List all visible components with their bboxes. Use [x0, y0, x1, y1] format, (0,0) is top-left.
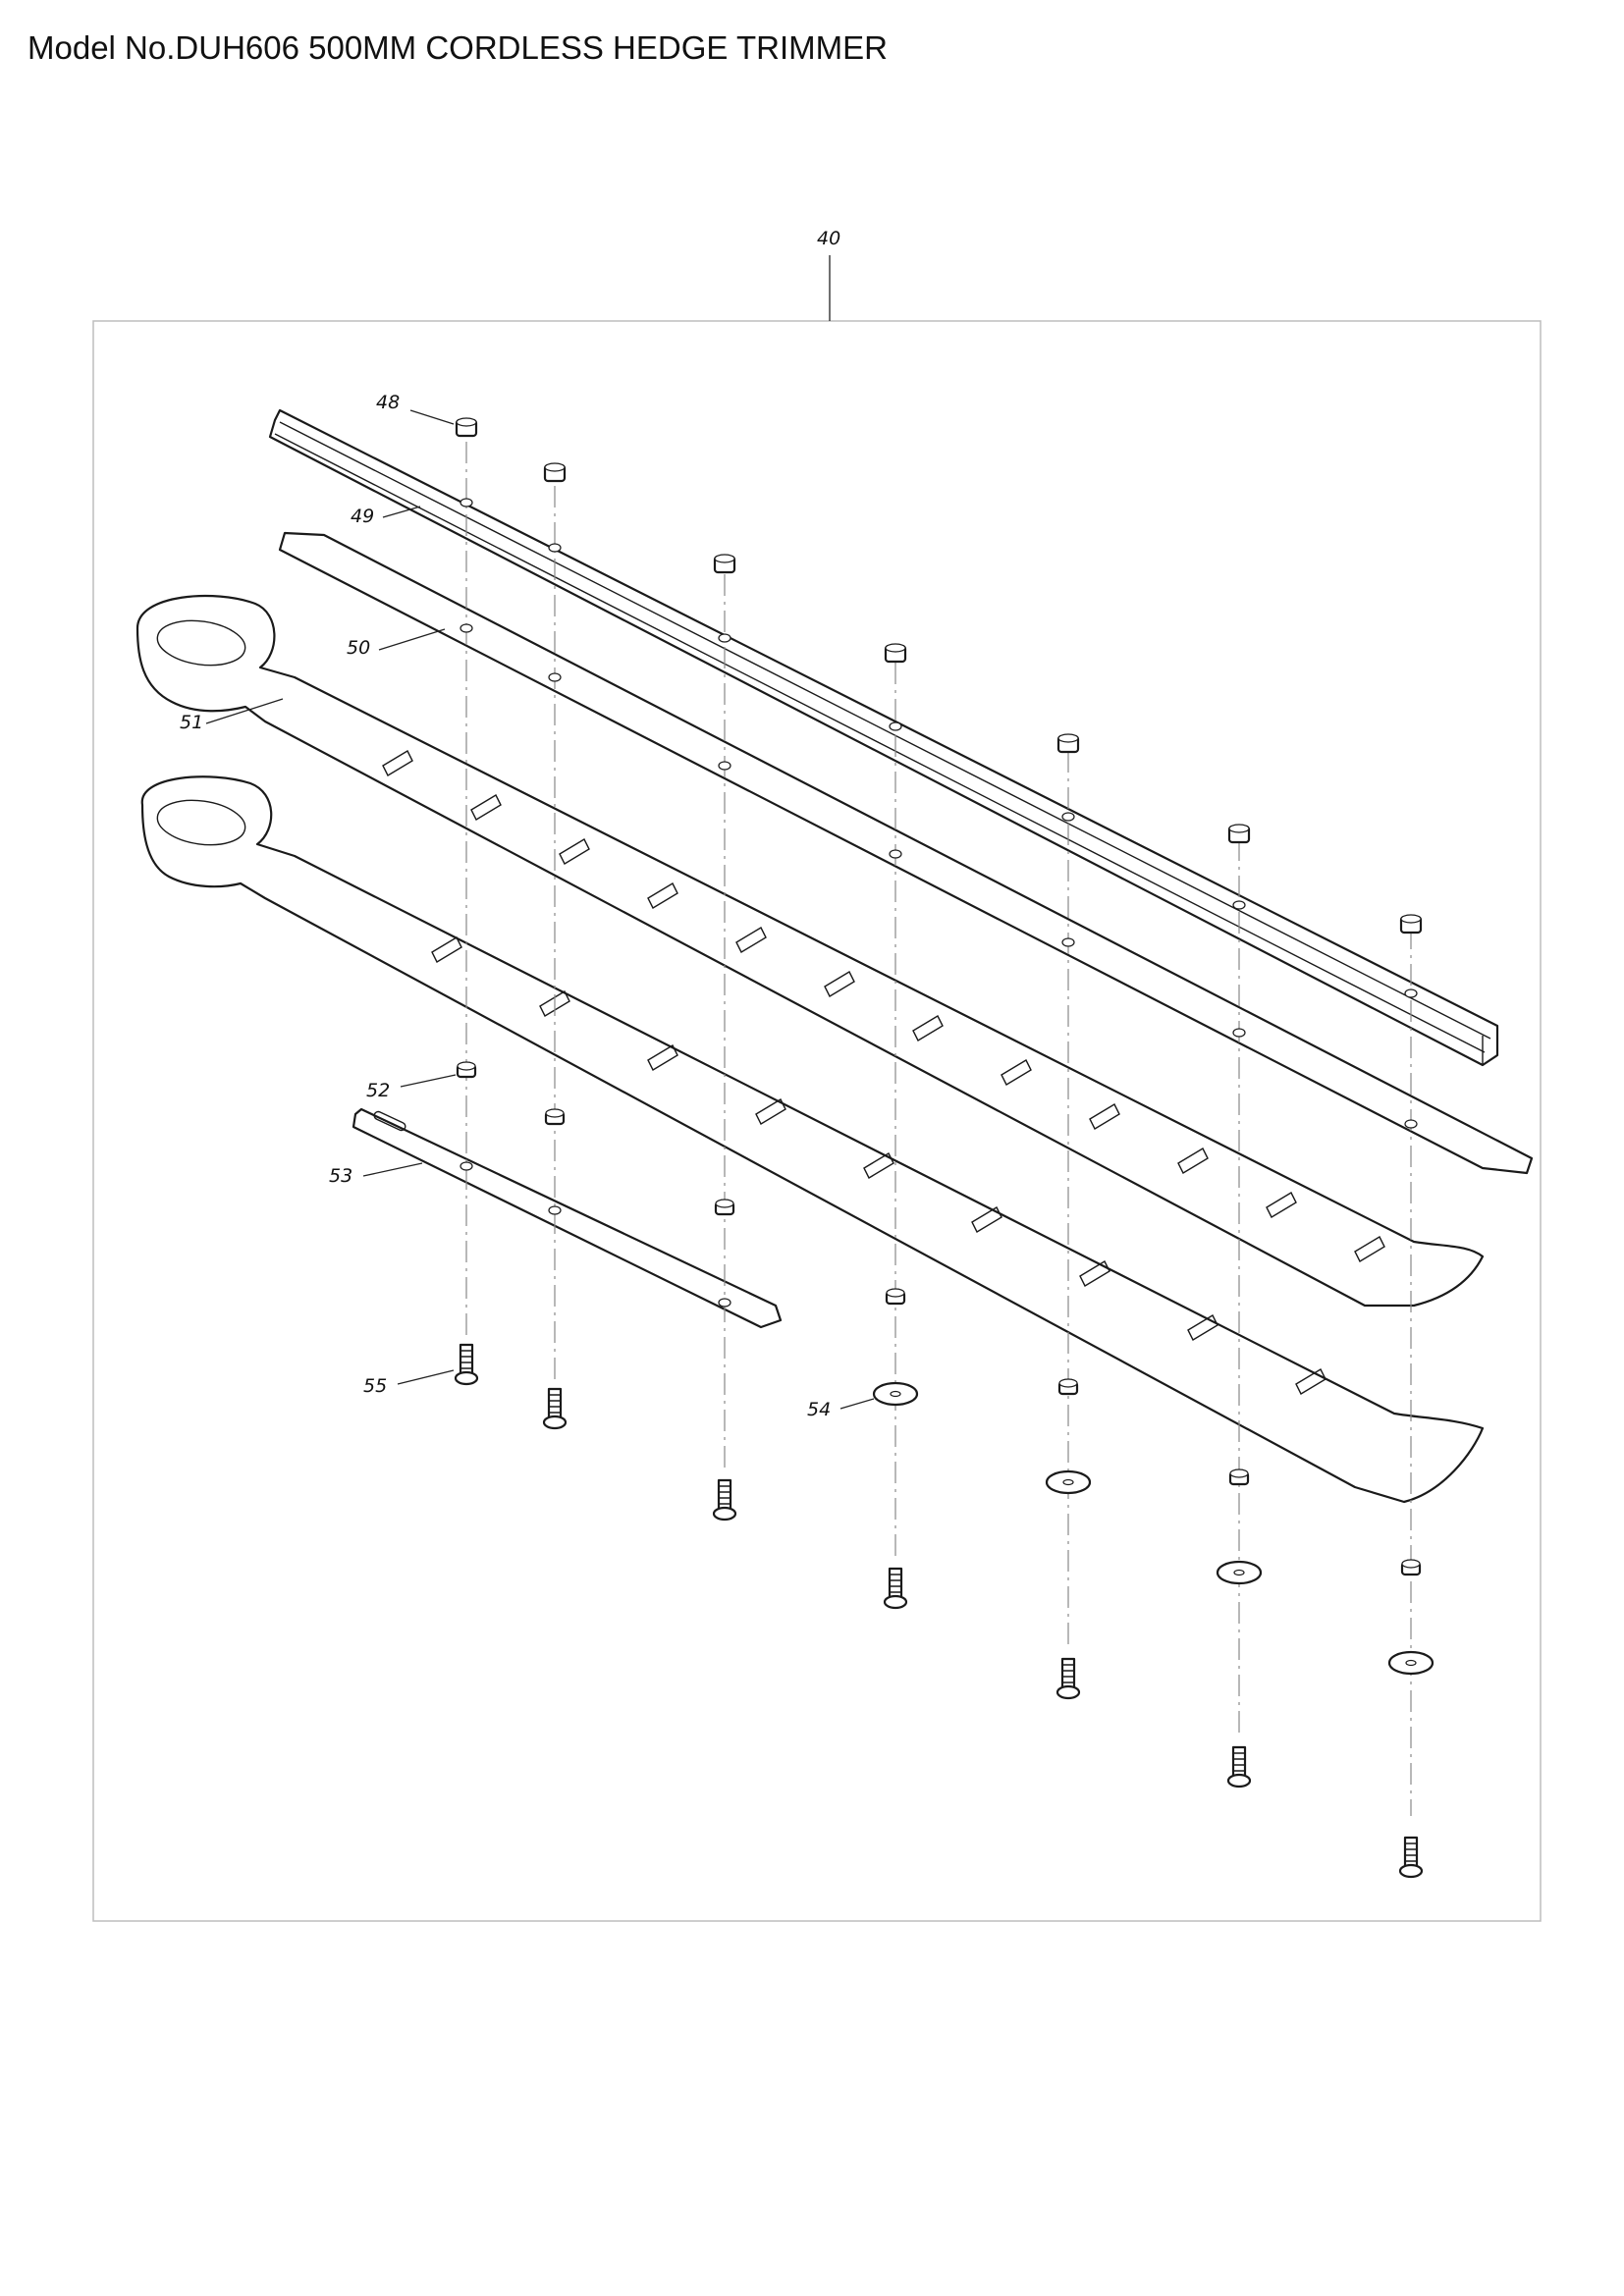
callout-54: 54 [807, 1399, 832, 1420]
callout-51: 51 [180, 712, 204, 733]
nut-3 [715, 555, 734, 572]
callout-50: 50 [347, 637, 371, 659]
callout-55: 55 [363, 1375, 388, 1397]
assembly-axes [466, 442, 1411, 1816]
page-title: Model No.DUH606 500MM CORDLESS HEDGE TRIMMER [27, 29, 888, 66]
nut-4 [886, 644, 905, 662]
callout-48: 48 [376, 392, 401, 413]
callout-52-group [366, 1075, 456, 1101]
nut-7 [1401, 915, 1421, 933]
nut-6 [1229, 825, 1249, 842]
lower-blade [142, 776, 1483, 1502]
nut-5 [1058, 734, 1078, 752]
nut-2 [545, 463, 565, 481]
callout-49: 49 [351, 506, 375, 527]
callout-40: 40 [817, 228, 841, 249]
callout-48-group [376, 392, 454, 424]
nut-1 [457, 418, 476, 436]
spacers [458, 1062, 1420, 1575]
callout-55-group [363, 1370, 454, 1397]
callout-50-group [347, 629, 445, 659]
callout-53: 53 [329, 1165, 353, 1187]
callout-52: 52 [366, 1080, 391, 1101]
callout-53-group [329, 1163, 422, 1187]
callout-54-group [807, 1399, 874, 1420]
